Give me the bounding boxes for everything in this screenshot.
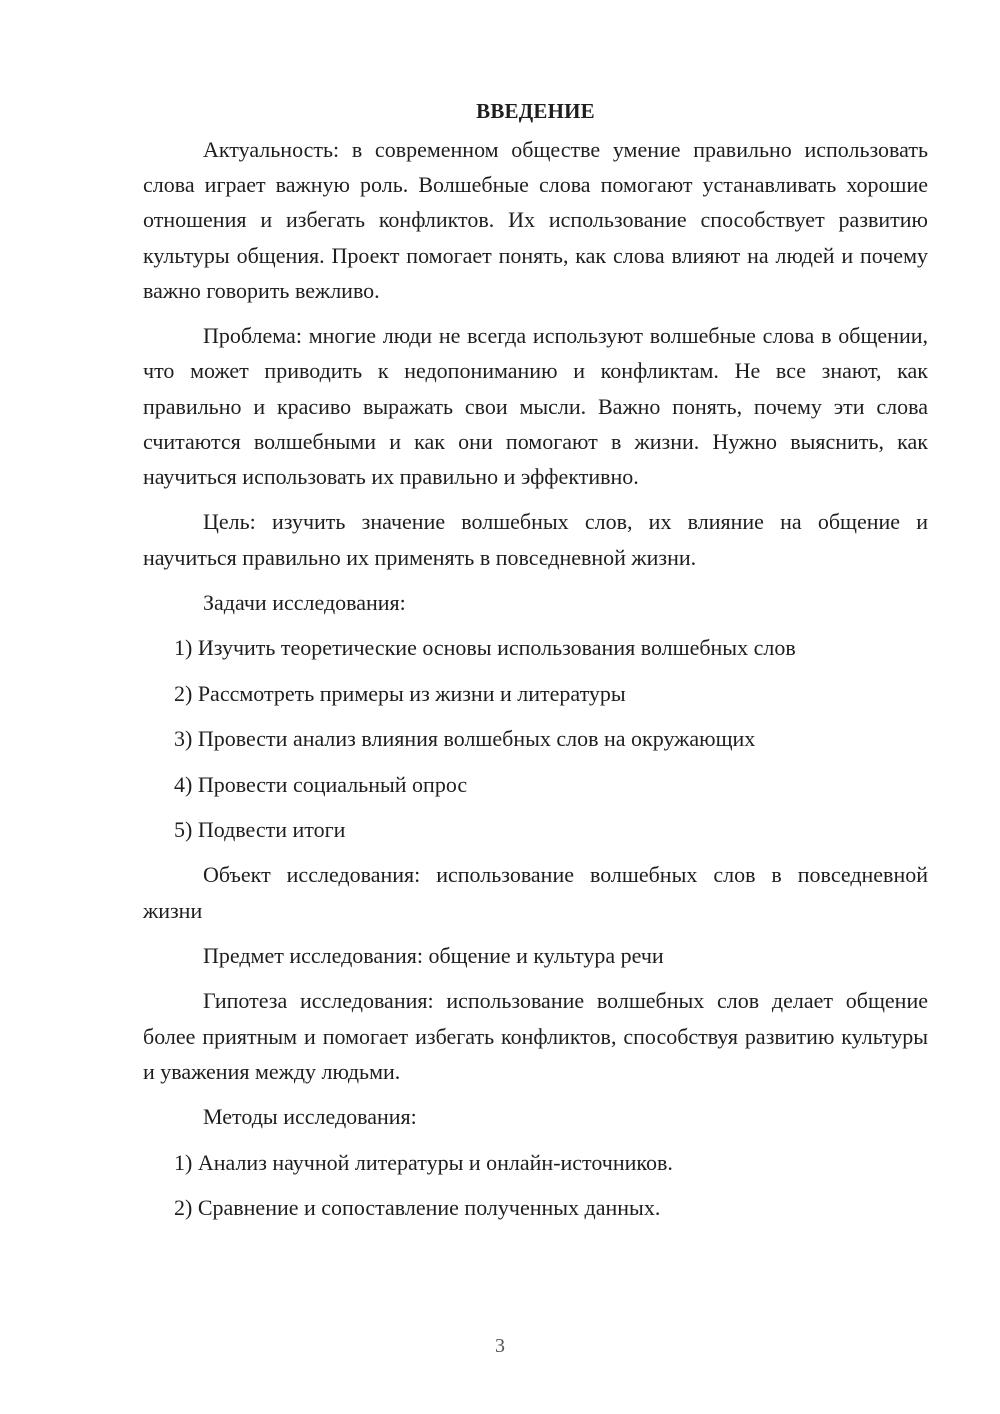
problem-paragraph: Проблема: многие люди не всегда используют волшебные слова в общении, что может приводить к недопониманию и конфликтам. Не все знают, как правильно и красиво выражать свои мысли. Важно понять, почему эти слова считаются волшебными и как они помогают в жизни. Нужно выяснить, как научиться использовать их правильно и эффективно.	[143, 323, 928, 490]
relevance-paragraph: Актуальность: в современном обществе умение правильно использовать слова играет важную роль. Волшебные слова помогают устанавливать хорошие отношения и избегать конфликтов. Их использование способствует развитию культуры общения. Проект помогает понять, как слова влияют на людей и почему важно говорить вежливо.	[143, 137, 928, 303]
document-page	[143, 96, 928, 1225]
method-item: 1) Анализ научной литературы и онлайн-источников.	[174, 1149, 673, 1175]
page-number: 3	[495, 1335, 505, 1357]
task-item: 2) Рассмотреть примеры из жизни и литературы	[174, 680, 626, 706]
method-item: 2) Сравнение и сопоставление полученных данных.	[174, 1194, 661, 1220]
task-item: 3) Провести анализ влияния волшебных слов на окружающих	[174, 726, 756, 752]
task-item: 4) Провести социальный опрос	[174, 771, 468, 797]
task-item: 5) Подвести итоги	[174, 816, 346, 842]
goal-paragraph: Цель: изучить значение волшебных слов, их влияние на общение и научиться правильно их применять в повседневной жизни.	[143, 509, 928, 570]
tasks-title: Задачи исследования:	[203, 590, 406, 615]
object-paragraph: Объект исследования: использование волшебных слов в повседневной жизни	[143, 862, 928, 923]
subject-paragraph: Предмет исследования: общение и культура речи	[203, 942, 664, 968]
methods-title: Методы исследования:	[203, 1104, 417, 1130]
task-item: 1) Изучить теоретические основы использования волшебных слов	[174, 635, 796, 661]
hypothesis-paragraph: Гипотеза исследования: использование волшебных слов делает общение более приятным и помогает избегать конфликтов, способствуя развитию культуры и уважения между людьми.	[143, 988, 928, 1084]
page-heading: ВВЕДЕНИЕ	[476, 99, 595, 123]
